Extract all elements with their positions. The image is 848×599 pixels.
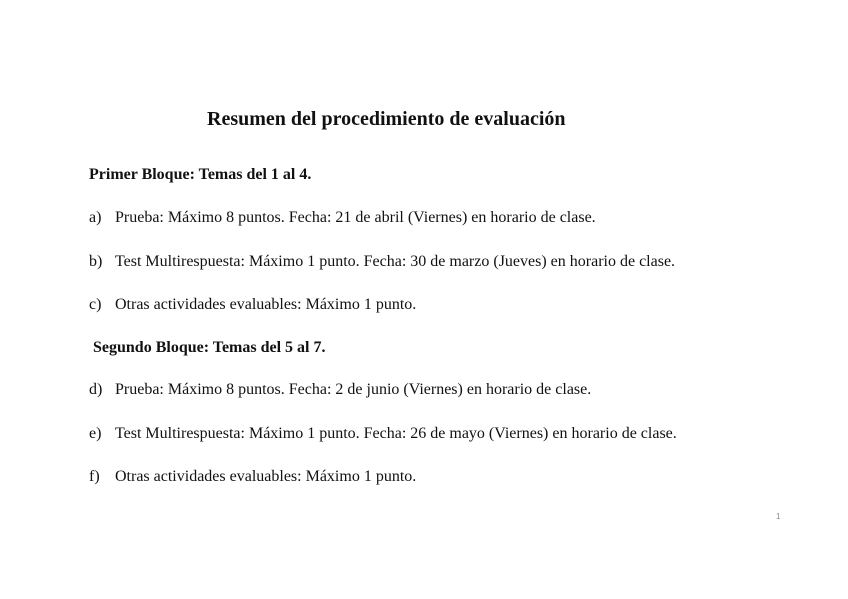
list-item	[89, 209, 596, 227]
list-item-marker: a)	[89, 209, 102, 226]
list-item-text: Test Multirespuesta: Máximo 1 punto. Fecha: 30 de marzo (Jueves) en horario de clase.	[115, 253, 676, 270]
list-item-marker: f)	[89, 468, 100, 485]
block-heading-first: Primer Bloque: Temas del 1 al 4.	[89, 166, 312, 183]
list-item	[89, 425, 677, 443]
block-heading-second: Segundo Bloque: Temas del 5 al 7.	[93, 339, 326, 356]
list-item-marker: e)	[89, 425, 102, 442]
list-item-marker: c)	[89, 296, 102, 313]
list-item	[89, 468, 416, 486]
list-item-marker: d)	[89, 381, 103, 398]
list-item-text: Test Multirespuesta: Máximo 1 punto. Fecha: 26 de mayo (Viernes) en horario de clase.	[115, 425, 677, 442]
list-item	[89, 296, 416, 314]
list-item-text: Otras actividades evaluables: Máximo 1 punto.	[115, 296, 417, 313]
document-title: Resumen del procedimiento de evaluación	[207, 108, 566, 130]
list-item	[89, 381, 591, 399]
list-item-text: Prueba: Máximo 8 puntos. Fecha: 2 de junio (Viernes) en horario de clase.	[115, 381, 592, 398]
list-item-text: Prueba: Máximo 8 puntos. Fecha: 21 de abril (Viernes) en horario de clase.	[115, 209, 596, 226]
list-item-text: Otras actividades evaluables: Máximo 1 punto.	[115, 468, 417, 485]
list-item-marker: b)	[89, 253, 103, 270]
page-number: 1	[776, 512, 781, 521]
list-item	[89, 253, 675, 271]
